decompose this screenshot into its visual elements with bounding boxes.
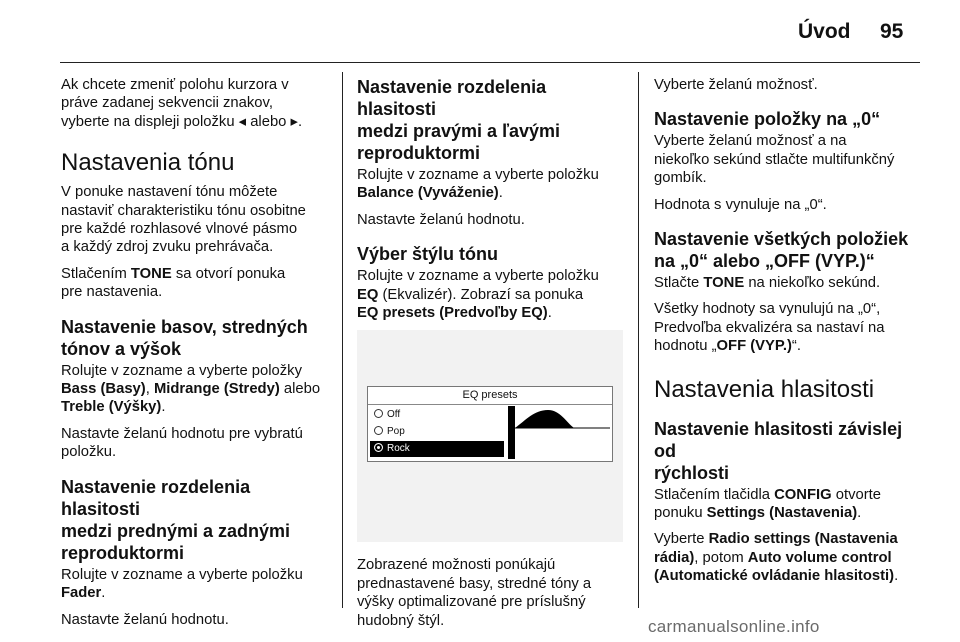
speed-select-text: Vyberte Radio settings (Nastavenia rádia), potom Auto volume control (Automatické ovládanie hlasitosti). xyxy=(654,531,899,585)
fader-heading: Nastavenie rozdelenia hlasitosti medzi prednými a zadnými reproduktormi xyxy=(61,476,291,563)
fader-text: Rolujte v zozname a vyberte položku Fader. xyxy=(61,566,303,602)
zero-text: Vyberte želanú možnosť a na niekoľko sekúnd stlačte multifunkčný gombík. xyxy=(654,133,895,187)
radio-icon xyxy=(374,426,383,435)
tone-press-text: Stlačením TONE sa otvorí ponuka pre nastavenia. xyxy=(61,265,286,301)
eq-heading: Výber štýlu tónu xyxy=(357,244,499,265)
speed-volume-heading: Nastavenie hlasitosti závislej od rýchlosti xyxy=(654,418,903,483)
eq-presets-figure xyxy=(357,330,623,542)
column-divider-2 xyxy=(638,72,639,608)
zero-heading: Nastavenie položky na „0“ xyxy=(654,109,881,130)
volume-heading: Nastavenia hlasitosti xyxy=(654,375,875,403)
speed-config-text: Stlačením tlačidla CONFIG otvorte ponuku Settings (Nastavenia). xyxy=(654,486,881,522)
column-2 xyxy=(357,76,625,638)
select-text: Vyberte želanú možnosť. xyxy=(654,77,818,93)
page-number: 95 xyxy=(880,20,904,43)
header-divider xyxy=(60,62,920,63)
column-3 xyxy=(654,76,922,594)
tone-settings-text: V ponuke nastavení tónu môžete nastaviť charakteristiku tónu osobitne pre každé rozhlasové vlnové pásmo a každý zdroj zvuku prehrávača. xyxy=(61,184,306,256)
column-1 xyxy=(61,76,329,637)
bass-heading: Nastavenie basov, stredných tónov a výšok xyxy=(61,316,308,359)
option-pop[interactable]: Pop xyxy=(370,424,504,440)
tone-settings-heading: Nastavenia tónu xyxy=(61,149,235,177)
page-section-title: Úvod xyxy=(798,20,851,43)
watermark: carmanualsonline.info xyxy=(648,617,820,636)
fader-set-text: Nastavte želanú hodnotu. xyxy=(61,611,229,628)
bass-set-text: Nastavte želanú hodnotu pre vybratú položku. xyxy=(61,425,303,461)
cursor-intro-text: Ak chcete zmeniť polohu kurzora v práve zadanej sekvencii znakov, vyberte na displeji položku ◂ alebo ▸. xyxy=(61,77,303,130)
eq-presets-screen xyxy=(367,386,613,462)
all-zero-heading: Nastavenie všetkých položiek na „0“ alebo „OFF (VYP.)“ xyxy=(654,229,909,272)
balance-text: Rolujte v zozname a vyberte položku Balance (Vyváženie). xyxy=(357,167,599,202)
radio-selected-icon xyxy=(374,443,383,452)
radio-icon xyxy=(374,409,383,418)
bass-text: Rolujte v zozname a vyberte položky Bass (Basy), Midrange (Stredy) alebo Treble (Výšky). xyxy=(61,362,321,416)
balance-heading: Nastavenie rozdelenia hlasitosti medzi pravými a ľavými reproduktormi xyxy=(357,77,561,163)
zero-reset-text: Hodnota s vynuluje na „0“. xyxy=(654,196,827,213)
eq-curve-graphic xyxy=(508,406,610,459)
all-press-text: Stlačte TONE na niekoľko sekúnd. xyxy=(654,275,881,292)
eq-text: Rolujte v zozname a vyberte položku EQ (Ekvalizér). Zobrazí sa ponuka EQ presets (Predvoľby EQ). xyxy=(357,268,599,322)
column-divider-1 xyxy=(342,72,343,608)
screen-title: EQ presets xyxy=(368,387,612,405)
figure-caption: Zobrazené možnosti ponúkajú prednastavené basy, stredné tóny a výšky optimalizované pre príslušný hudobný štýl. xyxy=(357,557,592,629)
option-rock[interactable]: Rock xyxy=(370,441,504,457)
option-off[interactable]: Off xyxy=(370,407,504,423)
balance-set-text: Nastavte želanú hodnotu. xyxy=(357,211,525,228)
all-reset-text: Všetky hodnoty sa vynulujú na „0“, Predvoľba ekvalizéra sa nastaví na hodnotu „OFF (VYP.)“. xyxy=(654,301,885,355)
